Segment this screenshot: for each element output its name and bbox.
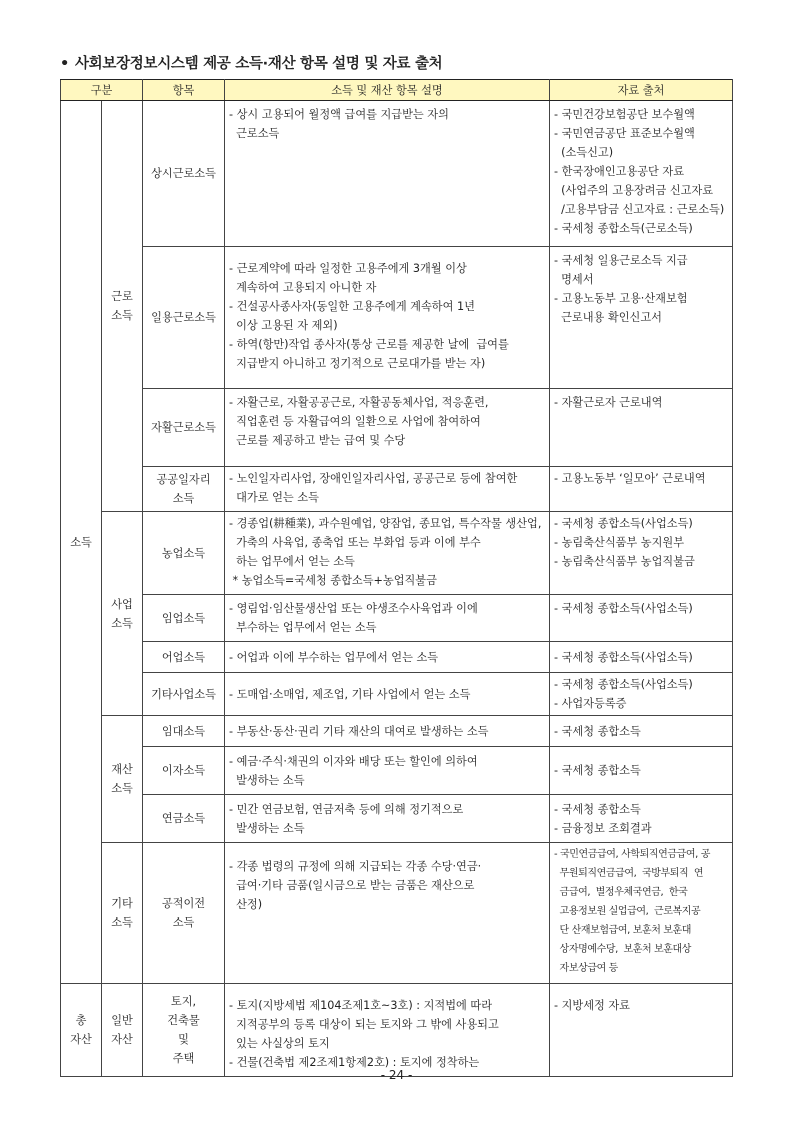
item-interest bbox=[143, 747, 225, 795]
table-row bbox=[61, 467, 733, 512]
text-line: * 농업소득=국세청 종합소득+농업직불금 bbox=[229, 574, 437, 587]
desc-land bbox=[225, 984, 550, 1077]
text-line: - 건물(건축법 제2조제1항제2호) : 토지에 정착하는 bbox=[229, 1056, 480, 1069]
text-line: 토지, bbox=[170, 995, 197, 1008]
text-line: - 하역(항만)작업 종사자(통상 근로를 제공한 날에 급여를 bbox=[229, 338, 509, 351]
text-line: 사업 bbox=[111, 597, 133, 611]
group-property bbox=[102, 716, 143, 843]
text-line: 발생하는 소득 bbox=[229, 821, 305, 835]
group-general-assets bbox=[102, 984, 143, 1077]
text-line: 재산 bbox=[111, 763, 133, 776]
text-line: - 고용노동부 ‘일모아’ 근로내역 bbox=[554, 472, 706, 485]
table-row bbox=[61, 642, 733, 673]
src-land bbox=[550, 984, 733, 1077]
text-line: 발생하는 소득 bbox=[229, 773, 305, 787]
table-row bbox=[61, 512, 733, 595]
group-other bbox=[102, 843, 143, 984]
text-line: - 노인일자리사업, 장애인일자리사업, 공공근로 등에 참여한 bbox=[229, 472, 518, 485]
text-line: - 예금·주식·채권의 이자와 배당 또는 할인에 의하여 bbox=[229, 754, 478, 768]
text-line: 자보상급여 등 bbox=[554, 963, 618, 974]
text-line: - 지방세정 자료 bbox=[554, 999, 630, 1012]
item-fish bbox=[143, 642, 225, 673]
text-line: - 농림축산식품부 농지원부 bbox=[554, 536, 685, 549]
item-regular bbox=[143, 101, 225, 247]
text-line: 소득 bbox=[70, 535, 92, 549]
text-line: 어업소득 bbox=[161, 650, 206, 664]
text-line: 자산 bbox=[70, 1033, 92, 1046]
text-line: - 사업자등록증 bbox=[554, 697, 627, 710]
text-line: 건축물 bbox=[167, 1014, 200, 1027]
text-line: 자활근로소득 bbox=[151, 421, 216, 434]
text-line: 공적이전 bbox=[161, 897, 206, 910]
desc-forest bbox=[225, 595, 550, 642]
item-rent bbox=[143, 716, 225, 747]
text-line: (소득신고) bbox=[554, 146, 614, 159]
text-line: - 국민연금급여, 사학퇴직연금급여, 공 bbox=[554, 849, 711, 860]
text-line: - 국세청 일용근로소득 지급 bbox=[554, 254, 688, 267]
table-row bbox=[61, 247, 733, 389]
header-description: 소득 및 재산 항목 설명 bbox=[225, 80, 550, 101]
bullet-icon: • bbox=[60, 56, 69, 72]
table-row bbox=[61, 747, 733, 795]
group-labor bbox=[102, 101, 143, 512]
text-line: 가축의 사육업, 종축업 또는 부화업 등과 이에 부수 bbox=[229, 536, 481, 549]
src-transfer bbox=[550, 843, 733, 984]
text-line: 이자소득 bbox=[161, 764, 206, 777]
text-line: - 경종업(耕種業), 과수원예업, 양잠업, 종묘업, 특수작물 생산업, bbox=[229, 517, 542, 530]
text-line: - 국세청 종합소득(사업소득) bbox=[554, 650, 693, 664]
text-line: 소득 bbox=[111, 309, 133, 322]
text-line: 근로를 제공하고 받는 급여 및 수당 bbox=[229, 434, 406, 447]
desc-transfer bbox=[225, 843, 550, 984]
table-row bbox=[61, 795, 733, 843]
text-line: 소득 bbox=[172, 492, 195, 505]
text-line: 금급여, 별정우체국연금, 한국 bbox=[554, 887, 688, 898]
text-line: 상자명예수당, 보훈처 보훈대상 bbox=[554, 944, 692, 955]
item-selfsupport bbox=[143, 389, 225, 467]
src-forest bbox=[550, 595, 733, 642]
text-line: - 영림업·임산물생산업 또는 야생조수사육업과 이에 bbox=[229, 602, 478, 615]
text-line: 자산 bbox=[111, 1033, 133, 1046]
group-total-assets bbox=[61, 984, 102, 1077]
group-business bbox=[102, 512, 143, 716]
text-line: 직업훈련 등 자활급여의 일환으로 사업에 참여하여 bbox=[229, 415, 481, 428]
text-line: 대가로 얻는 소득 bbox=[229, 491, 319, 504]
text-line: 소득 bbox=[111, 916, 133, 929]
item-otherbiz bbox=[143, 673, 225, 716]
text-line: 고용정보원 실업급여, 근로복지공 bbox=[554, 906, 701, 917]
text-line: - 건설공사종사자(동일한 고용주에게 계속하여 1년 bbox=[229, 300, 475, 313]
section-title bbox=[60, 52, 442, 73]
src-regular bbox=[550, 101, 733, 247]
text-line: 일용근로소득 bbox=[151, 311, 216, 324]
text-line: - 국세청 종합소득 bbox=[554, 724, 641, 738]
text-line: - 국세청 종합소득(사업소득) bbox=[554, 678, 693, 691]
text-line: 부수하는 업무에서 얻는 소득 bbox=[229, 621, 377, 634]
text-line: 상시근로소득 bbox=[151, 167, 216, 180]
text-line: - 자활근로자 근로내역 bbox=[554, 396, 663, 409]
text-line: 연금소득 bbox=[161, 812, 206, 825]
text-line: - 국세청 종합소득(사업소득) bbox=[554, 602, 693, 615]
src-fish bbox=[550, 642, 733, 673]
item-daily bbox=[143, 247, 225, 389]
text-line: - 상시 고용되어 월정액 급여를 지급받는 자의 bbox=[229, 108, 449, 121]
text-line: 지적공부의 등록 대상이 되는 토지와 그 밖에 사용되고 bbox=[229, 1018, 499, 1031]
text-line: - 한국장애인고용공단 자료 bbox=[554, 165, 685, 178]
text-line: 있는 사실상의 토지 bbox=[229, 1037, 330, 1050]
desc-regular bbox=[225, 101, 550, 247]
desc-rent bbox=[225, 716, 550, 747]
src-pension bbox=[550, 795, 733, 843]
text-line: 소득 bbox=[172, 916, 195, 929]
text-line: 이상 고용된 자 제외) bbox=[229, 319, 338, 332]
desc-fish bbox=[225, 642, 550, 673]
desc-otherbiz bbox=[225, 673, 550, 716]
text-line: 임업소득 bbox=[161, 611, 206, 625]
table-row bbox=[61, 843, 733, 984]
income-asset-table bbox=[60, 79, 733, 1077]
src-daily bbox=[550, 247, 733, 389]
text-line: 급여·기타 금품(일시금으로 받는 금품은 재산으로 bbox=[229, 879, 475, 892]
table-row bbox=[61, 673, 733, 716]
text-line: - 국세청 종합소득 bbox=[554, 802, 641, 816]
text-line: (사업주의 고용장려금 신고자료 bbox=[554, 184, 714, 197]
page-number: - 24 - bbox=[380, 1068, 413, 1082]
desc-interest bbox=[225, 747, 550, 795]
section-title-text: 사회보장정보시스템 제공 소득·재산 항목 설명 및 자료 출처 bbox=[74, 56, 443, 72]
text-line: 무원퇴직연금급여, 국방부퇴직 연 bbox=[554, 868, 704, 879]
src-publicjob bbox=[550, 467, 733, 512]
text-line: 지급받지 아니하고 정기적으로 근로대가를 받는 자) bbox=[229, 357, 486, 370]
text-line: 및 bbox=[178, 1033, 189, 1046]
text-line: - 토지(지방세법 제104조제1호~3호) : 지적법에 따라 bbox=[229, 999, 493, 1012]
desc-agri bbox=[225, 512, 550, 595]
text-line: - 국세청 종합소득(사업소득) bbox=[554, 517, 693, 530]
item-land bbox=[143, 984, 225, 1077]
text-line: - 농림축산식품부 농업직불금 bbox=[554, 555, 695, 568]
desc-daily bbox=[225, 247, 550, 389]
text-line: 농업소득 bbox=[161, 546, 206, 560]
text-line: /고용부담금 신고자료 : 근로소득) bbox=[554, 203, 725, 216]
table-row bbox=[61, 101, 733, 247]
src-rent bbox=[550, 716, 733, 747]
src-interest bbox=[550, 747, 733, 795]
text-line: - 도매업·소매업, 제조업, 기타 사업에서 얻는 소득 bbox=[229, 687, 471, 701]
text-line: 명세서 bbox=[554, 273, 594, 286]
desc-publicjob bbox=[225, 467, 550, 512]
text-line: - 각종 법령의 규정에 의해 지급되는 각종 수당·연금· bbox=[229, 860, 482, 873]
text-line: - 자활근로, 자활공공근로, 자활공동체사업, 적응훈련, bbox=[229, 396, 489, 409]
text-line: 산정) bbox=[229, 898, 263, 911]
desc-selfsupport bbox=[225, 389, 550, 467]
text-line: 소득 bbox=[111, 616, 133, 630]
group-income bbox=[61, 101, 102, 984]
text-line: - 근로계약에 따라 일정한 고용주에게 3개월 이상 bbox=[229, 262, 467, 275]
text-line: 기타 bbox=[111, 897, 133, 910]
text-line: 근로내용 확인신고서 bbox=[554, 311, 662, 324]
text-line: - 국세청 종합소득(근로소득) bbox=[554, 222, 693, 235]
text-line: 하는 업무에서 얻는 소득 bbox=[229, 555, 355, 568]
header-item: 항목 bbox=[143, 80, 225, 101]
text-line: 계속하여 고용되지 아니한 자 bbox=[229, 281, 377, 294]
item-publicjob bbox=[143, 467, 225, 512]
text-line: 주택 bbox=[172, 1052, 195, 1065]
item-forest bbox=[143, 595, 225, 642]
text-line: - 고용노동부 고용·산재보험 bbox=[554, 292, 688, 305]
text-line: 근로 bbox=[111, 290, 133, 303]
table-row bbox=[61, 595, 733, 642]
text-line: - 민간 연금보험, 연금저축 등에 의해 정기적으로 bbox=[229, 802, 464, 816]
text-line: 공공일자리 bbox=[156, 473, 211, 486]
table-row bbox=[61, 716, 733, 747]
text-line: - 부동산·동산·권리 기타 재산의 대여로 발생하는 소득 bbox=[229, 724, 489, 738]
text-line: - 국민연금공단 표준보수월액 bbox=[554, 127, 695, 140]
desc-pension bbox=[225, 795, 550, 843]
text-line: - 국민건강보험공단 보수월액 bbox=[554, 108, 695, 121]
table-row bbox=[61, 389, 733, 467]
text-line: 임대소득 bbox=[161, 724, 206, 738]
text-line: - 어업과 이에 부수하는 업무에서 얻는 소득 bbox=[229, 650, 439, 664]
text-line: 단 산재보험급여, 보훈처 보훈대 bbox=[554, 925, 692, 936]
item-transfer bbox=[143, 843, 225, 984]
text-line: - 금융정보 조회결과 bbox=[554, 821, 652, 835]
src-agri bbox=[550, 512, 733, 595]
text-line: 소득 bbox=[111, 782, 133, 795]
header-category: 구분 bbox=[61, 80, 143, 101]
header-source: 자료 출처 bbox=[550, 80, 733, 101]
table-row bbox=[61, 984, 733, 1077]
item-pension bbox=[143, 795, 225, 843]
text-line: 총 bbox=[75, 1014, 87, 1027]
item-agri bbox=[143, 512, 225, 595]
text-line: 근로소득 bbox=[229, 127, 280, 140]
table-header-row bbox=[61, 80, 733, 101]
src-otherbiz bbox=[550, 673, 733, 716]
text-line: - 국세청 종합소득 bbox=[554, 764, 641, 777]
text-line: 일반 bbox=[111, 1014, 133, 1027]
text-line: 기타사업소득 bbox=[151, 687, 216, 701]
src-selfsupport bbox=[550, 389, 733, 467]
